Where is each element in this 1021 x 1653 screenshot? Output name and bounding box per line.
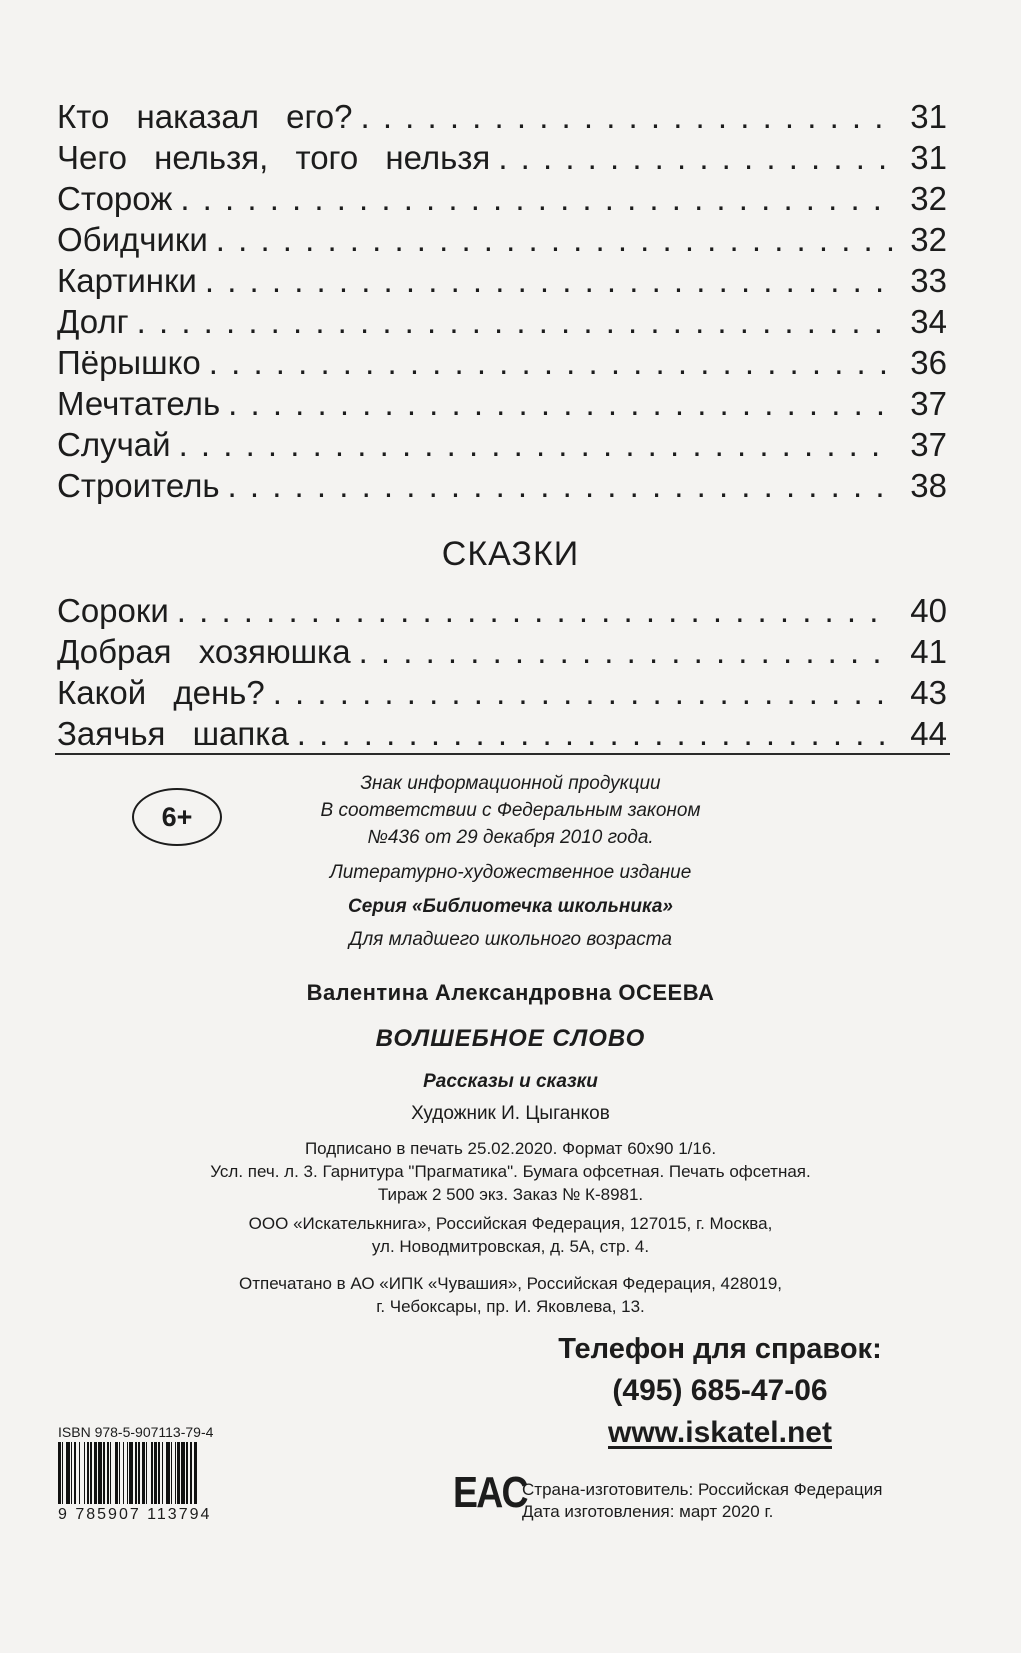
toc-leader-dots — [498, 137, 893, 178]
origin-line: Дата изготовления: март 2020 г. — [522, 1502, 774, 1521]
toc-entry-page: 43 — [910, 674, 947, 711]
toc-entry[interactable] — [57, 137, 947, 178]
eac-mark-icon: EAC — [453, 1468, 527, 1517]
toc-entry-page: 44 — [910, 715, 947, 752]
toc-entry[interactable] — [57, 219, 947, 260]
toc-entry-page: 32 — [910, 180, 947, 217]
toc-entry-page: 33 — [910, 262, 947, 299]
imprint-line: Тираж 2 500 экз. Заказ № К-8981. — [377, 1185, 644, 1204]
toc-entry-title: Долг — [57, 303, 129, 340]
publisher-line: ООО «Искателькнига», Российская Федерация, 127015, г. Москва, — [248, 1214, 773, 1233]
info-note-line: Знак информационной продукции — [360, 773, 661, 794]
toc-tales — [57, 590, 947, 754]
illustrator: Художник И. Цыганков — [411, 1103, 610, 1124]
toc-entry[interactable] — [57, 631, 947, 672]
toc-entry-page: 41 — [910, 633, 947, 670]
toc-stories — [57, 96, 947, 506]
isbn: ISBN 978-5-907113-79-4 — [58, 1424, 214, 1440]
toc-leader-dots — [359, 631, 893, 672]
toc-entry[interactable] — [57, 383, 947, 424]
book-subtitle: Рассказы и сказки — [423, 1071, 598, 1092]
website-link[interactable]: www.iskatel.net — [608, 1416, 832, 1449]
audience: Для младшего школьного возраста — [349, 929, 672, 950]
toc-leader-dots — [216, 219, 893, 260]
toc-entry-title: Кто наказал его? — [57, 98, 353, 135]
toc-leader-dots — [179, 424, 893, 465]
toc-entry-title: Мечтатель — [57, 385, 221, 422]
toc-entry-title: Заячья шапка — [57, 715, 289, 752]
toc-entry[interactable] — [57, 424, 947, 465]
author-name: Валентина Александровна ОСЕЕВА — [306, 980, 715, 1005]
toc-entry-title: Добрая хозяюшка — [57, 633, 351, 670]
toc-entry[interactable] — [57, 178, 947, 219]
toc-leader-dots — [205, 260, 893, 301]
info-note-line: №436 от 29 декабря 2010 года. — [367, 827, 654, 848]
toc-entry-page: 34 — [910, 303, 947, 340]
imprint-line: Усл. печ. л. 3. Гарнитура "Прагматика". Бумага офсетная. Печать офсетная. — [210, 1162, 811, 1181]
barcode — [58, 1442, 254, 1504]
toc-leader-dots — [228, 383, 893, 424]
imprint-details — [0, 1137, 1021, 1206]
age-rating-badge: 6+ — [132, 788, 222, 846]
toc-entry[interactable] — [57, 465, 947, 506]
info-note-line: В соответствии с Федеральным законом — [320, 800, 701, 821]
barcode-number: 9 785907 113794 — [58, 1506, 212, 1523]
toc-entry-title: Случай — [57, 426, 171, 463]
toc-entry-title: Какой день? — [57, 674, 265, 711]
toc-entry-page: 31 — [910, 139, 947, 176]
phone-number[interactable]: (495) 685-47-06 — [612, 1374, 828, 1407]
divider-rule — [55, 753, 950, 755]
toc-leader-dots — [180, 178, 893, 219]
imprint-line: Подписано в печать 25.02.2020. Формат 60х90 1/16. — [304, 1139, 717, 1158]
contacts-block — [490, 1333, 950, 1450]
toc-entry-page: 36 — [910, 344, 947, 381]
toc-entry-page: 37 — [910, 385, 947, 422]
toc-entry-title: Пёрышко — [57, 344, 201, 381]
toc-leader-dots — [297, 713, 893, 754]
toc-entry-page: 38 — [910, 467, 947, 504]
toc-leader-dots — [361, 96, 894, 137]
toc-leader-dots — [273, 672, 893, 713]
publisher-line: ул. Новодмитровская, д. 5А, стр. 4. — [371, 1237, 650, 1256]
toc-entry-title: Сторож — [57, 180, 173, 217]
section-title-tales: СКАЗКИ — [441, 535, 580, 573]
toc-entry[interactable] — [57, 713, 947, 754]
series-name: Серия «Библиотечка школьника» — [348, 896, 673, 917]
info-product-note — [0, 770, 1021, 851]
origin-info — [522, 1479, 882, 1523]
toc-entry-title: Чего нельзя, того нельзя — [57, 139, 491, 176]
toc-entry[interactable] — [57, 301, 947, 342]
phone-label: Телефон для справок: — [558, 1333, 882, 1365]
toc-entry[interactable] — [57, 96, 947, 137]
toc-entry[interactable] — [57, 260, 947, 301]
printer-line: г. Чебоксары, пр. И. Яковлева, 13. — [376, 1297, 645, 1316]
toc-leader-dots — [177, 590, 893, 631]
toc-entry-page: 37 — [910, 426, 947, 463]
toc-leader-dots — [228, 465, 893, 506]
toc-entry[interactable] — [57, 672, 947, 713]
toc-entry-title: Сороки — [57, 592, 169, 629]
toc-entry-page: 31 — [910, 98, 947, 135]
origin-line: Страна-изготовитель: Российская Федерация — [522, 1480, 883, 1499]
toc-entry[interactable] — [57, 342, 947, 383]
printer-line: Отпечатано в АО «ИПК «Чувашия», Российская Федерация, 428019, — [238, 1274, 783, 1293]
toc-entry-title: Строитель — [57, 467, 220, 504]
toc-entry-title: Обидчики — [57, 221, 208, 258]
toc-entry-title: Картинки — [57, 262, 197, 299]
publisher-address — [0, 1212, 1021, 1258]
toc-entry-page: 40 — [910, 592, 947, 629]
toc-leader-dots — [209, 342, 893, 383]
book-title: ВОЛШЕБНОЕ СЛОВО — [375, 1025, 646, 1052]
edition-type: Литературно-художественное издание — [329, 862, 692, 883]
toc-entry-page: 32 — [910, 221, 947, 258]
barcode-bar — [194, 1442, 197, 1504]
printer-address — [0, 1272, 1021, 1318]
toc-leader-dots — [137, 301, 893, 342]
toc-entry[interactable] — [57, 590, 947, 631]
